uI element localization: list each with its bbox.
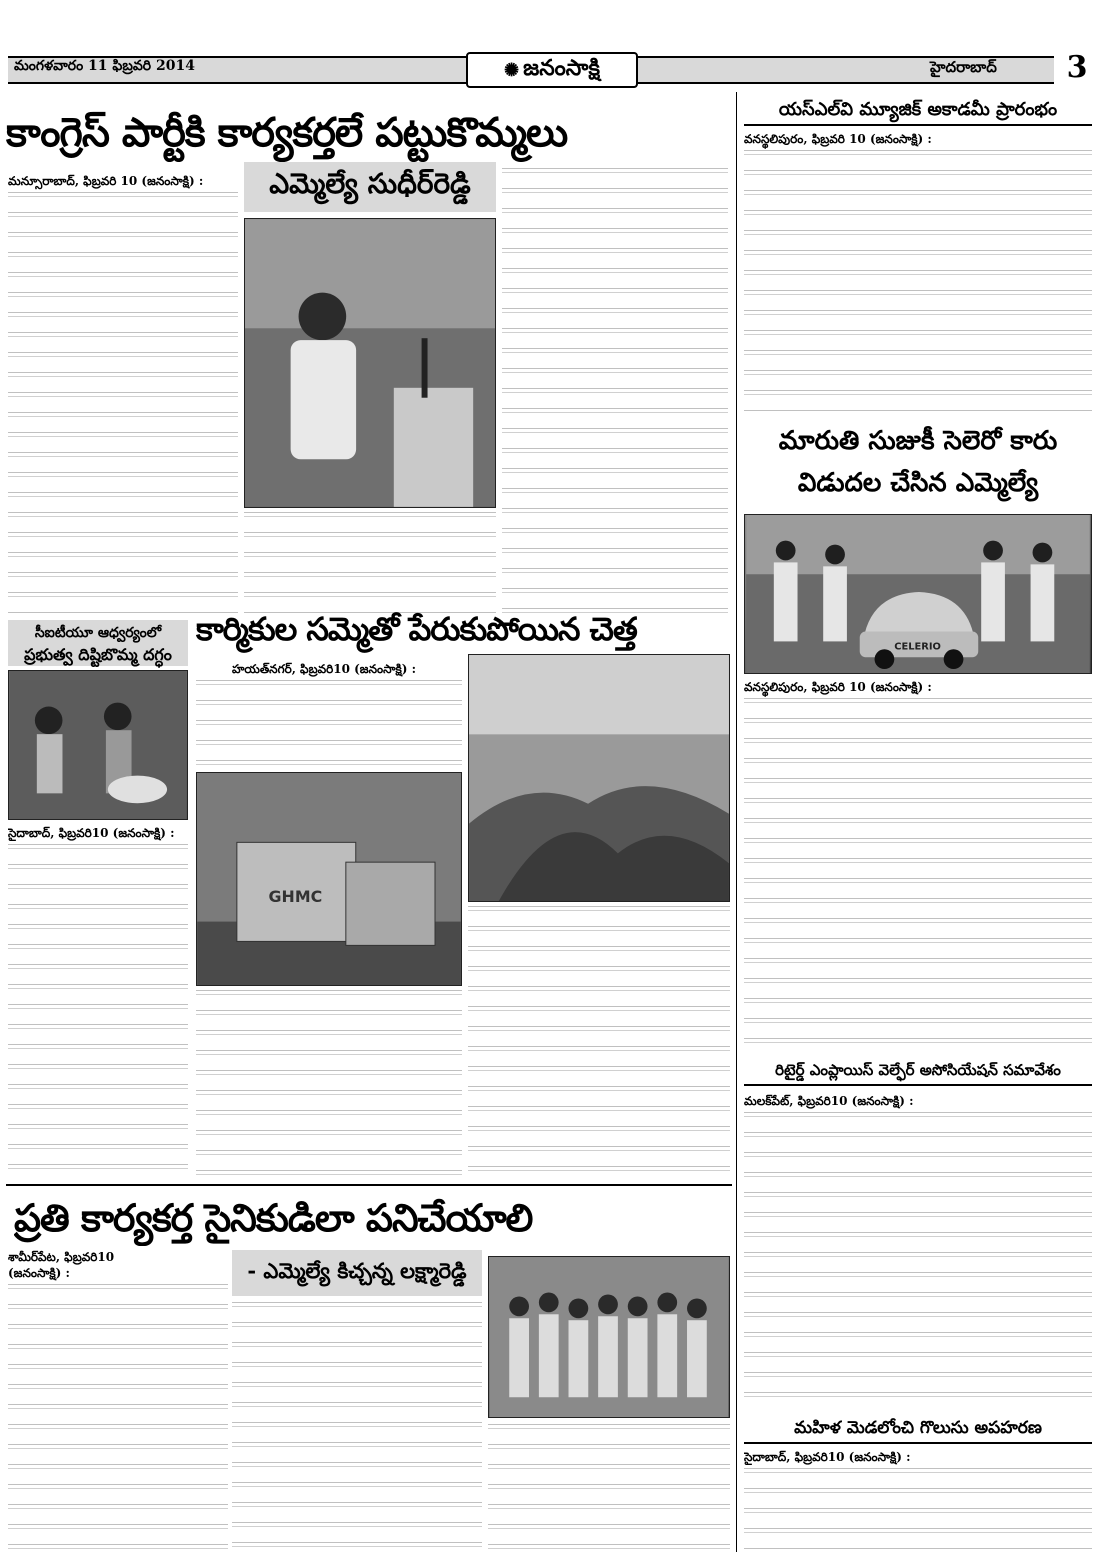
page-number: 3	[1062, 50, 1092, 86]
speaker-illustration	[245, 219, 495, 507]
bottom-body-column-1	[8, 1284, 228, 1552]
newspaper-logo	[466, 52, 638, 88]
left-brief-headline-line2: ప్రభుత్వ దిష్టిబొమ్మ దగ్ధం	[24, 645, 172, 664]
car-launch-body	[744, 698, 1092, 1050]
garbage-dateline: హయత్‌నగర్, ఫిబ్రవరి10 (జనంసాక్షి) :	[232, 662, 416, 676]
car-launch-headline-line1: మారుతి సుజుకీ సెలెరో కారు	[778, 426, 1058, 456]
bottom-subhead: - ఎమ్మెల్యే కిచ్చన్న లక్ష్మారెడ్డి	[232, 1250, 482, 1296]
lead-subhead: ఎమ్మెల్యే సుధీర్‌రెడ్డి	[244, 162, 496, 212]
garbage-photo-pile	[468, 654, 730, 902]
music-academy-body	[744, 150, 1092, 412]
lead-dateline: మన్సూరాబాద్, ఫిబ్రవరి 10 (జనంసాక్షి) :	[8, 174, 204, 188]
masthead	[0, 0, 1100, 92]
garbage-pile-illustration	[469, 655, 729, 901]
bottom-photo-group	[488, 1256, 730, 1418]
garbage-bins-illustration	[197, 773, 461, 985]
chain-snatching-body	[744, 1468, 1092, 1552]
protest-illustration	[9, 671, 187, 819]
retired-assoc-body	[744, 1112, 1092, 1408]
left-brief-dateline: సైదాబాద్, ఫిబ్రవరి10 (జనంసాక్షి) :	[8, 826, 175, 840]
group-photo-illustration	[489, 1257, 729, 1417]
edition-city: హైదరాబాద్	[930, 58, 997, 76]
chain-snatching-headline: మహిళ మెడలోంచి గొలుసు అపహరణ	[744, 1414, 1092, 1444]
left-brief-photo-protest	[8, 670, 188, 820]
logo-icon: ✺	[504, 59, 520, 81]
car-launch-illustration	[745, 515, 1091, 673]
left-brief-headline-line1: సీఐటీయూ ఆధ్వర్యంలో	[34, 625, 162, 641]
bin-label: GHMC	[268, 886, 323, 906]
car-launch-headline	[744, 420, 1092, 510]
bottom-dateline-line2: (జనంసాక్షి) :	[8, 1266, 70, 1280]
bottom-dateline-line1: శామీర్‌పేట, ఫిబ్రవరి10	[8, 1250, 115, 1264]
retired-assoc-headline: రిటైర్డ్ ఎంప్లాయిస్ వెల్ఫేర్ అసోసియేషన్ సమావేశం	[744, 1056, 1092, 1086]
lead-body-column-2	[244, 512, 496, 616]
retired-assoc-dateline: మలక్‌పేట్, ఫిబ్రవరి10 (జనంసాక్షి) :	[744, 1094, 914, 1108]
logo-text: జనంసాక్షి	[523, 54, 600, 81]
garbage-photo-bins	[196, 772, 462, 986]
lead-headline: కాంగ్రెస్ పార్టీకి కార్యకర్తలే పట్టుకొమ్మలు	[6, 109, 568, 156]
chain-snatching-dateline: సైదాబాద్, ఫిబ్రవరి10 (జనంసాక్షి) :	[744, 1450, 911, 1464]
car-launch-photo	[744, 514, 1092, 674]
bottom-body-column-3	[488, 1424, 730, 1552]
garbage-body-right	[468, 906, 730, 1180]
music-academy-headline: యస్‌ఎల్‌వి మ్యూజిక్ అకాడమీ ప్రారంభం	[744, 96, 1092, 126]
garbage-headline: కార్మికుల సమ్మెతో పేరుకుపోయిన చెత్త	[196, 610, 637, 648]
garbage-body-intro	[196, 680, 462, 766]
garbage-body-bottom	[196, 990, 462, 1180]
left-brief-body	[8, 844, 188, 1180]
car-launch-headline-line2: విడుదల చేసిన ఎమ్మెల్యే	[797, 468, 1039, 498]
issue-date: మంగళవారం 11 ఫిబ్రవరి 2014	[14, 58, 195, 74]
car-launch-dateline: వనస్థలిపురం, ఫిబ్రవరి 10 (జనంసాక్షి) :	[744, 680, 932, 694]
music-academy-dateline: వనస్థలిపురం, ఫిబ్రవరి 10 (జనంసాక్షి) :	[744, 132, 932, 146]
car-badge: CELERIO	[894, 641, 941, 653]
bottom-body-column-2	[232, 1302, 482, 1552]
bottom-headline: ప్రతి కార్యకర్త సైనికుడిలా పనిచేయాలి	[14, 1195, 533, 1240]
lead-photo-speaker	[244, 218, 496, 508]
section-divider	[6, 1184, 732, 1186]
lead-body-column-1	[8, 192, 238, 616]
column-divider	[736, 92, 737, 1552]
left-brief-headline-box	[8, 620, 188, 666]
lead-body-column-3	[502, 168, 728, 616]
